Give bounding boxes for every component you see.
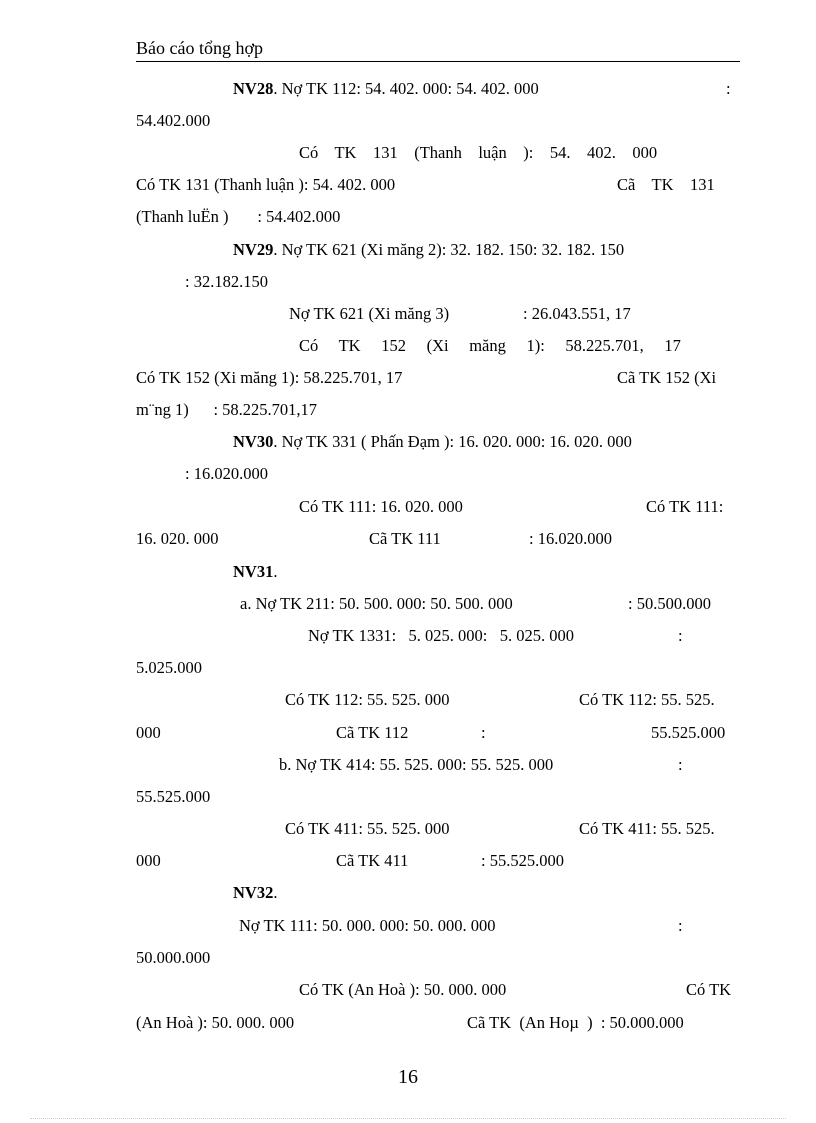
- nv31-a-line-4a: Có TK 112: 55. 525. 000: [285, 690, 450, 709]
- nv31-b-line-1b: :: [678, 755, 683, 774]
- nv31-a-line-3: 5.025.000: [136, 658, 202, 677]
- nv31-dot: .: [273, 562, 278, 581]
- nv31-b-line-4b: Cã TK 411: [336, 851, 409, 870]
- nv28-line-4b: Cã TK 131: [617, 175, 715, 194]
- nv31-a-line-5c: :: [481, 723, 486, 742]
- nv32-line-4b: Cã TK (An Hoµ ) : 50.000.000: [467, 1013, 684, 1032]
- nv29-line-6: m¨ng 1) : 58.225.701,17: [136, 400, 318, 419]
- nv28-label: NV28: [233, 79, 274, 98]
- nv28-colon: :: [726, 79, 731, 98]
- nv28-debit-text: . Nợ TK 112: 54. 402. 000: 54. 402. 000: [273, 79, 539, 98]
- nv29-label: NV29: [233, 240, 274, 259]
- nv31-a-line-1a: a. Nợ TK 211: 50. 500. 000: 50. 500. 000: [240, 594, 513, 613]
- nv32-line-1b: :: [678, 916, 683, 935]
- nv29-line-3b: : 26.043.551, 17: [523, 304, 631, 323]
- nv30-line-4c: : 16.020.000: [529, 529, 612, 548]
- nv28-line-1: [233, 79, 539, 99]
- nv28-line-3: Có TK 131 (Thanh luận ): 54. 402. 000: [299, 143, 658, 162]
- nv31-b-line-4a: 000: [136, 851, 161, 870]
- nv31-label: NV31: [233, 562, 274, 581]
- nv31-b-line-1a: b. Nợ TK 414: 55. 525. 000: 55. 525. 000: [279, 755, 554, 774]
- nv30-line-3b: Có TK 111:: [646, 497, 724, 516]
- nv32-dot: .: [273, 883, 278, 902]
- nv31-a-line-5d: 55.525.000: [651, 723, 726, 742]
- nv29-line-5b: Cã TK 152 (Xi: [617, 368, 717, 387]
- nv32-line-3a: Có TK (An Hoà ): 50. 000. 000: [299, 980, 507, 999]
- nv31-a-line-4b: Có TK 112: 55. 525.: [579, 690, 715, 709]
- nv31-b-line-3a: Có TK 411: 55. 525. 000: [285, 819, 450, 838]
- nv30-line-3a: Có TK 111: 16. 020. 000: [299, 497, 463, 516]
- nv32-line-4a: (An Hoà ): 50. 000. 000: [136, 1013, 295, 1032]
- nv32-line-1a: Nợ TK 111: 50. 000. 000: 50. 000. 000: [239, 916, 496, 935]
- nv31-a-line-5b: Cã TK 112: [336, 723, 409, 742]
- nv28-line-5: (Thanh luËn ) : 54.402.000: [136, 207, 341, 226]
- nv30-debit-text: . Nợ TK 331 ( Phấn Đạm ): 16. 020. 000: 16. 020. 000: [273, 432, 632, 451]
- nv29-debit-text: . Nợ TK 621 (Xi măng 2): 32. 182. 150: 32. 182. 150: [273, 240, 625, 259]
- nv28-line-4a: Có TK 131 (Thanh luận ): 54. 402. 000: [136, 175, 396, 194]
- nv31-a-line-2b: :: [678, 626, 683, 645]
- nv29-line-3a: Nợ TK 621 (Xi măng 3): [289, 304, 450, 323]
- nv30-line-4b: Cã TK 111: [369, 529, 441, 548]
- nv29-line-1: [233, 240, 624, 260]
- nv32-label: NV32: [233, 883, 274, 902]
- nv28-line-2: 54.402.000: [136, 111, 211, 130]
- nv31-a-line-1b: : 50.500.000: [628, 594, 711, 613]
- nv32-line-2: 50.000.000: [136, 948, 211, 967]
- nv32-heading: [233, 883, 277, 903]
- nv31-a-line-5a: 000: [136, 723, 161, 742]
- nv31-heading: [233, 562, 277, 582]
- nv30-line-4a: 16. 020. 000: [136, 529, 219, 548]
- nv29-line-4: Có TK 152 (Xi măng 1): 58.225.701, 17: [299, 336, 681, 355]
- page-number: 16: [398, 1066, 418, 1088]
- nv29-line-5a: Có TK 152 (Xi măng 1): 58.225.701, 17: [136, 368, 403, 387]
- nv29-line-2: : 32.182.150: [185, 272, 268, 291]
- page-bottom-divider: [30, 1118, 786, 1119]
- nv30-label: NV30: [233, 432, 274, 451]
- document-header: Báo cáo tổng hợp: [136, 38, 740, 62]
- nv31-a-line-2a: Nợ TK 1331: 5. 025. 000: 5. 025. 000: [308, 626, 575, 645]
- nv30-line-2: : 16.020.000: [185, 464, 268, 483]
- nv31-b-line-3b: Có TK 411: 55. 525.: [579, 819, 715, 838]
- nv31-b-line-2: 55.525.000: [136, 787, 211, 806]
- nv31-b-line-4c: : 55.525.000: [481, 851, 564, 870]
- nv32-line-3b: Có TK: [686, 980, 732, 999]
- nv30-line-1: [233, 432, 632, 452]
